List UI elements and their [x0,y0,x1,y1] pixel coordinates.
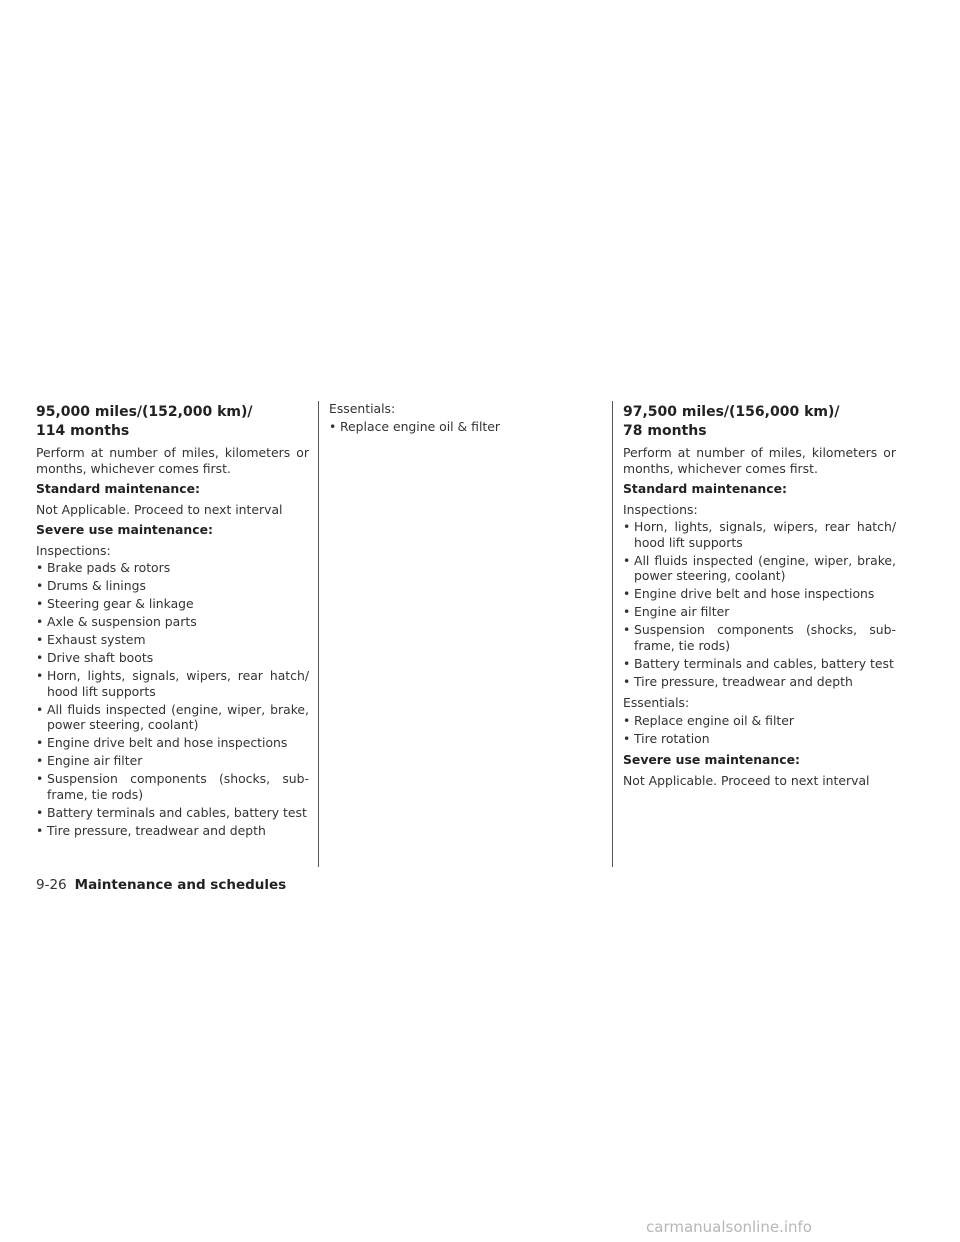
list-item: • Replace engine oil & filter [623,712,794,728]
page-number: 9-26 [36,877,67,893]
section-title: Maintenance and schedules [74,877,287,893]
list-item: • Drive shaft boots [36,650,154,665]
standard-maintenance-label: Standard maintenance: [36,481,200,496]
list-item: • Battery terminals and cables, battery test [36,804,307,820]
list-item: • Engine drive belt and hose inspections [623,586,875,601]
list-item: • Engine air filter [623,604,730,619]
interval-95000-section [36,401,309,844]
list-item: • Suspension components (shocks, sub-frame, tie rods) [36,771,309,802]
column-divider [318,401,319,867]
list-item: • Exhaust system [36,632,146,647]
inspections-list [623,519,896,689]
interval-intro: Perform at number of miles, kilometers or months, whichever comes first. [623,445,896,476]
inspections-label: Inspections: [36,542,111,558]
list-item: • Axle & suspension parts [36,614,197,629]
list-item: • Engine air filter [36,753,143,768]
standard-maintenance-label: Standard maintenance: [623,481,787,496]
list-item: • Steering gear & linkage [36,596,194,611]
list-item: • All fluids inspected (engine, wiper, brake, power steering, coolant) [623,552,896,583]
page-footer [36,877,286,893]
interval-97500-section [623,401,896,793]
list-item: • Tire rotation [623,730,710,746]
list-item: • Engine drive belt and hose inspections [36,735,288,750]
essentials-label: Essentials: [329,401,396,416]
list-item: • Tire pressure, treadwear and depth [623,673,853,689]
list-item: • Horn, lights, signals, wipers, rear hatch/ hood lift supports [36,668,309,699]
essentials-label: Essentials: [623,695,690,710]
list-item: • All fluids inspected (engine, wiper, brake, power steering, coolant) [36,701,309,732]
watermark: carmanualsonline.info [646,1218,812,1236]
interval-intro: Perform at number of miles, kilometers or months, whichever comes first. [36,445,309,476]
inspections-list [36,560,309,838]
essentials-list [329,419,602,435]
list-item: • Brake pads & rotors [36,560,171,575]
inspections-label: Inspections: [623,501,698,517]
list-item: • Tire pressure, treadwear and depth [36,822,266,838]
list-item: • Suspension components (shocks, sub-frame, tie rods) [623,622,896,653]
interval-heading: 97,500 miles/(156,000 km)/ 78 months [623,404,840,439]
column-divider [612,401,613,867]
severe-maintenance-label: Severe use maintenance: [36,522,213,537]
list-item: • Replace engine oil & filter [329,418,500,434]
list-item: • Battery terminals and cables, battery test [623,655,894,671]
essentials-list [623,713,896,747]
list-item: • Drums & linings [36,578,146,593]
interval-95000-continued [329,401,602,440]
list-item: • Horn, lights, signals, wipers, rear hatch/ hood lift supports [623,519,896,550]
interval-heading: 95,000 miles/(152,000 km)/ 114 months [36,404,253,439]
standard-maintenance-text: Not Applicable. Proceed to next interval [36,501,283,517]
severe-maintenance-text: Not Applicable. Proceed to next interval [623,772,870,788]
severe-maintenance-label: Severe use maintenance: [623,752,800,767]
